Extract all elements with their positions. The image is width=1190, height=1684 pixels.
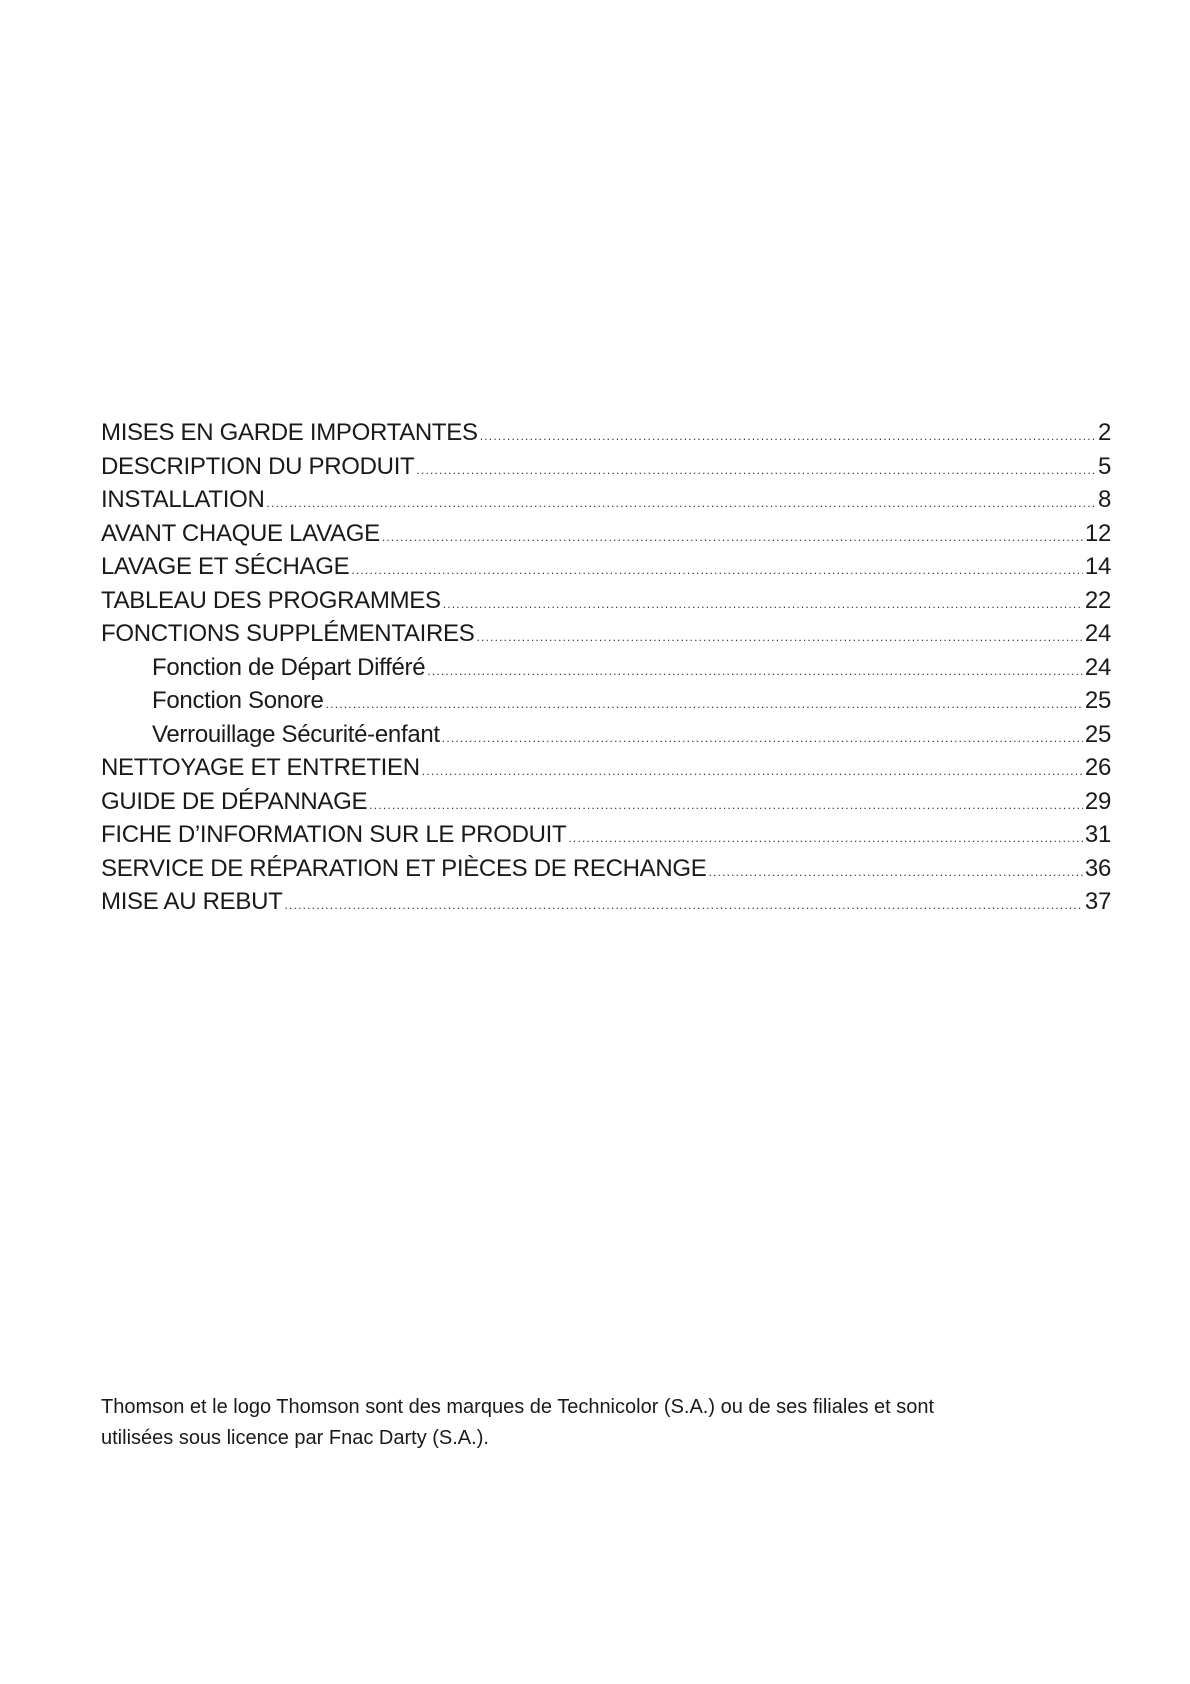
toc-entry-page: 14 [1084,553,1111,580]
toc-entry-title: AVANT CHAQUE LAVAGE [101,519,380,547]
toc-entry-nettoyage-entretien[interactable] [101,751,1111,785]
toc-entry-fiche-information[interactable] [101,818,1111,852]
toc-entry-title: Verrouillage Sécurité-enfant [152,720,440,748]
toc-subentry-depart-differe[interactable] [101,651,1111,685]
toc-entry-tableau-programmes[interactable] [101,584,1111,618]
toc-entry-page: 36 [1084,854,1111,882]
toc-dot-leader [427,655,1083,689]
toc-subentry-securite-enfant[interactable] [101,718,1111,752]
toc-entry-fonctions-supplementaires[interactable] [101,617,1111,651]
trademark-notice-line-1: Thomson et le logo Thomson sont des marques de Technicolor (S.A.) ou de ses filiales et sont [101,1396,935,1418]
toc-dot-leader [476,621,1082,655]
toc-dot-leader [351,554,1083,588]
toc-entry-page: 24 [1084,620,1111,647]
toc-entry-title: DESCRIPTION DU PRODUIT [101,452,415,480]
toc-entry-page: 8 [1097,486,1111,513]
toc-dot-leader [382,521,1083,555]
table-of-contents [101,416,1111,919]
toc-entry-page: 26 [1084,754,1111,781]
toc-entry-title: NETTOYAGE ET ENTRETIEN [101,754,420,781]
toc-entry-title: Fonction Sonore [152,687,324,714]
toc-dot-leader [416,454,1095,488]
toc-entry-page: 29 [1084,787,1111,815]
toc-entry-installation[interactable] [101,483,1111,517]
toc-entry-title: INSTALLATION [101,486,265,513]
toc-entry-title: LAVAGE ET SÉCHAGE [101,553,350,580]
toc-entry-title: FICHE D’INFORMATION SUR LE PRODUIT [101,821,567,848]
toc-entry-lavage-sechage[interactable] [101,550,1111,584]
toc-entry-service-reparation[interactable] [101,852,1111,886]
toc-dot-leader [422,755,1083,789]
toc-entry-page: 22 [1084,586,1111,614]
toc-entry-page: 31 [1084,821,1111,848]
toc-dot-leader [568,822,1083,856]
toc-entry-page: 37 [1084,888,1111,915]
toc-dot-leader [708,856,1082,890]
toc-entry-page: 25 [1084,687,1111,714]
toc-entry-avant-chaque-lavage[interactable] [101,517,1111,551]
toc-subentry-fonction-sonore[interactable] [101,684,1111,718]
toc-entry-title: TABLEAU DES PROGRAMMES [101,586,441,614]
toc-entry-page: 2 [1097,419,1111,446]
toc-entry-description-produit[interactable] [101,450,1111,484]
toc-entry-page: 12 [1084,519,1111,547]
toc-entry-title: GUIDE DE DÉPANNAGE [101,787,368,815]
trademark-notice-line-2: utilisées sous licence par Fnac Darty (S.A.). [101,1427,489,1449]
toc-dot-leader [443,588,1083,622]
toc-entry-page: 24 [1084,653,1111,681]
toc-dot-leader [480,420,1095,454]
toc-entry-title: MISE AU REBUT [101,888,283,915]
toc-dot-leader [326,688,1083,722]
toc-dot-leader [284,889,1082,923]
toc-entry-page: 5 [1097,452,1111,480]
toc-entry-mise-au-rebut[interactable] [101,885,1111,919]
toc-dot-leader [369,789,1083,823]
toc-entry-title: Fonction de Départ Différé [152,653,426,681]
toc-entry-guide-depannage[interactable] [101,785,1111,819]
trademark-notice [101,1392,1111,1454]
toc-dot-leader [442,722,1083,756]
toc-entry-page: 25 [1084,720,1111,748]
toc-entry-title: MISES EN GARDE IMPORTANTES [101,419,478,446]
toc-entry-title: SERVICE DE RÉPARATION ET PIÈCES DE RECHANGE [101,854,707,882]
toc-dot-leader [267,487,1095,521]
toc-entry-mises-en-garde[interactable] [101,416,1111,450]
toc-entry-title: FONCTIONS SUPPLÉMENTAIRES [101,620,475,647]
